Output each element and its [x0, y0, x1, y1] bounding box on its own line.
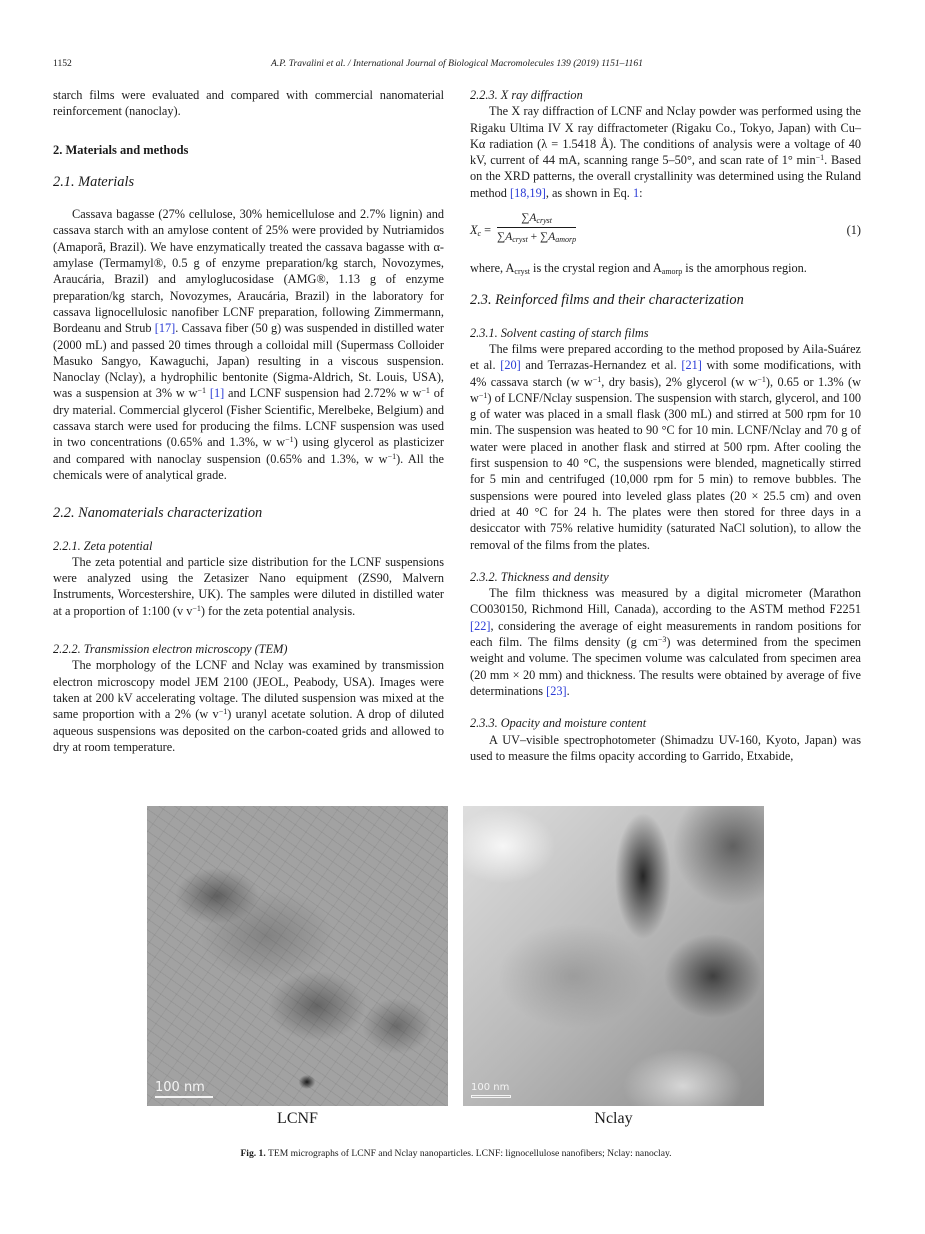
equation-fraction: [497, 210, 576, 246]
equation-denominator: $\sum A_{cryst} + \sum A_{amorp}$: [497, 231, 577, 245]
where-paragraph: where, $A_{cryst}$ is the crystal region and $A_{amorp}$ is the amorphous region.: [470, 261, 807, 277]
left-column: [53, 87, 444, 755]
zeta-paragraph: The zeta potential and particle size distribution for the LCNF suspensions were analyzed using the Zetasizer Nano equipment (ZS90, Malvern Instruments, Worcestershire, UK). The samples were diluted in distilled water at a proportion of 1:100 (v $v^{-1}$) for the zeta potential analysis.: [53, 554, 444, 618]
tem-micrograph-lcnf: [147, 806, 448, 1106]
running-header: [53, 58, 861, 72]
intro-tail-paragraph: starch films were evaluated and compared with commercial nanomaterial reinforcement (nanoclay).: [53, 88, 444, 119]
equation-lhs: $X_c$ =: [470, 223, 492, 239]
journal-citation: A.P. Travalini et al. / International Journal of Biological Macromolecules 139 (2019) 1151–1161: [271, 58, 643, 69]
subsection-heading-thickness: 2.3.2. Thickness and density: [470, 569, 609, 584]
casting-paragraph: The films were prepared according to the method proposed by Aila-Suárez et al. [20] and Terrazas-Hernandez et al. [21] with some modifications, with 4% cassava starch (w $w^{-1}$, dry basis), 2% glycerol (w $w^{-1}$), 0.65 or 1.3% (w $w^{-1}$) of LCNF/Nclay suspension. The suspension with starch, glycerol, and 100 g of water was placed in a small flask (300 mL) and stirred at 500 rpm for 10 min. The suspension was heated to 90 °C for 10 min. LCNF/Nclay and 70 g of water were placed in another flask and stirred at 500 rpm. After cooling the first suspension to 40 °C, the suspensions were blended, magnetically stirred for 5 min and centrifuged (10,000 rpm for 5 min) to remove bubbles. The suspensions were poured into leveled glass plates (20 × 25.5 cm) and oven dried at 40 °C for 24 h. The plates were then stored for three days in a desiccator with 75% relative humidity (saturated NaCl solution), to allow the removal of the films from the plates.: [470, 341, 861, 552]
subsection-heading-opacity: 2.3.3. Opacity and moisture content: [470, 716, 647, 731]
subsection-heading-reinforced-films: 2.3. Reinforced films and their characterization: [470, 292, 744, 309]
equation-number: (1): [846, 223, 861, 238]
opacity-paragraph: A UV–visible spectrophotometer (Shimadzu UV-160, Kyoto, Japan) was used to measure the films opacity according to Garrido, Etxabide,: [470, 732, 861, 763]
citation-link-20[interactable]: [20]: [500, 358, 521, 373]
xrd-paragraph: The X ray diffraction of LCNF and Nclay powder was performed using the Rigaku Ultima IV X ray diffractometer (Rigaku Co., Tokyo, Japan) with Cu–Kα radiation (λ = 1.5418 Å). The conditions of analysis were a voltage of 40 kV, current of 44 mA, scanning range 5–50°, and scan rate of 1° $\min^{-1}$. Based on the XRD patterns, the overall crystallinity was determined using the Ruland method [18,19], as shown in Eq. 1:: [470, 104, 862, 200]
subsection-heading-materials: 2.1. Materials: [53, 173, 135, 190]
subsection-heading-xrd: 2.2.3. X ray diffraction: [470, 88, 583, 102]
page-number: 1152: [53, 58, 72, 69]
figure-caption-text: TEM micrographs of LCNF and Nclay nanoparticles. LCNF: lignocellulose nanofibers; Nclay: nanoclay.: [265, 1148, 672, 1159]
citation-link-23[interactable]: [23]: [546, 683, 567, 698]
subsection-heading-nanomaterials: 2.2. Nanomaterials characterization: [53, 505, 263, 522]
subsection-heading-zeta: 2.2.1. Zeta potential: [53, 538, 153, 553]
scale-bar: 100 nm: [471, 1083, 511, 1098]
equation-link-1[interactable]: 1: [632, 185, 640, 200]
right-column: [470, 87, 861, 764]
citation-link-18-19[interactable]: [18,19]: [509, 185, 546, 200]
scale-bar: 100 nm: [155, 1081, 213, 1098]
tem-micrograph-nclay: [463, 806, 764, 1106]
section-heading-materials-methods: 2. Materials and methods: [53, 142, 189, 157]
figure-caption: [0, 1148, 912, 1159]
citation-link-1[interactable]: [1]: [209, 386, 225, 401]
tem-paragraph: The morphology of the LCNF and Nclay was examined by transmission electron microscopy model JEM 2100 (JEOL, Peabody, USA). Images were taken at 200 kV accelerating voltage. The diluted suspension was mixed at the same proportion with a 2% (w $v^{-1}$) uranyl acetate solution. A drop of diluted aqueous suspensions was deposited on the carbon-coated grids and allowed to dry at room temperature.: [53, 658, 444, 754]
panel-label-lcnf: LCNF: [277, 1110, 318, 1127]
citation-link-21[interactable]: [21]: [681, 358, 702, 373]
equation-numerator: $\sum A_{cryst}$: [497, 210, 576, 228]
panel-label-nclay: Nclay: [594, 1110, 633, 1127]
subsection-heading-tem: 2.2.2. Transmission electron microscopy (TEM): [53, 642, 288, 657]
materials-paragraph: Cassava bagasse (27% cellulose, 30% hemicellulose and 2.7% lignin) and cassava starch with an amylose content of 25% were provided by Nutriamidos (Amaporã, Brazil). We have enzymatically treated the cassava bagasse with α-amylase (Termamyl®, 0.5 g of enzyme preparation/kg starch, Novozymes, Araucária, Brazil) and amyloglucosidase (AMG®, 1.13 g of enzyme preparation/kg starch, Novozymes, Araucária, Brazil) in the laboratory for cassava lignocellulosic nanofiber LCNF preparation, following Zimmermann, Bordeanu and Strub [17]. Cassava fiber (50 g) was suspended in distilled water (2000 mL) and passed 20 times through a colloidal mill (Supermass Colloider Masuko Sangyo, Kawaguchi, Japan) resulting in a viscous suspension. Nanoclay (Nclay), a hydrophilic bentonite (Sigma-Aldrich, St. Louis, USA), was a suspension at 3% w $w^{-1}$ [1] and LCNF suspension had 2.72% w $w^{-1}$ of dry material. Commercial glycerol (Fisher Scientific, Merelbeke, Belgium) and cassava starch were used for producing the films. LCNF suspension was used in two concentrations (0.65% and 1.3%, w $w^{-1}$) using glycerol as plasticizer and compared with nanoclay suspension (0.65% and 1.3%, w $w^{-1}$). All the chemicals were of analytical grade.: [53, 207, 444, 482]
subsection-heading-solvent-casting: 2.3.1. Solvent casting of starch films: [470, 325, 649, 340]
crystallinity-equation: [470, 210, 861, 250]
citation-link-22[interactable]: [22]: [470, 618, 491, 633]
citation-link-17[interactable]: [17]: [154, 321, 176, 336]
figure-caption-label: Fig. 1.: [240, 1148, 266, 1159]
thickness-paragraph: The film thickness was measured by a digital micrometer (Marathon CO030150, Richmond Hill, Canada), according to the ASTM method F2251 [22], considering the average of eight measurements in random positions for each film. The films density (g $cm^{-3}$) was determined from the specimen weight and volume. The specimen volume was calculated from specimen area (20 mm × 20 mm) and thickness. The results were obtained by average of five determinations [23].: [470, 586, 861, 698]
